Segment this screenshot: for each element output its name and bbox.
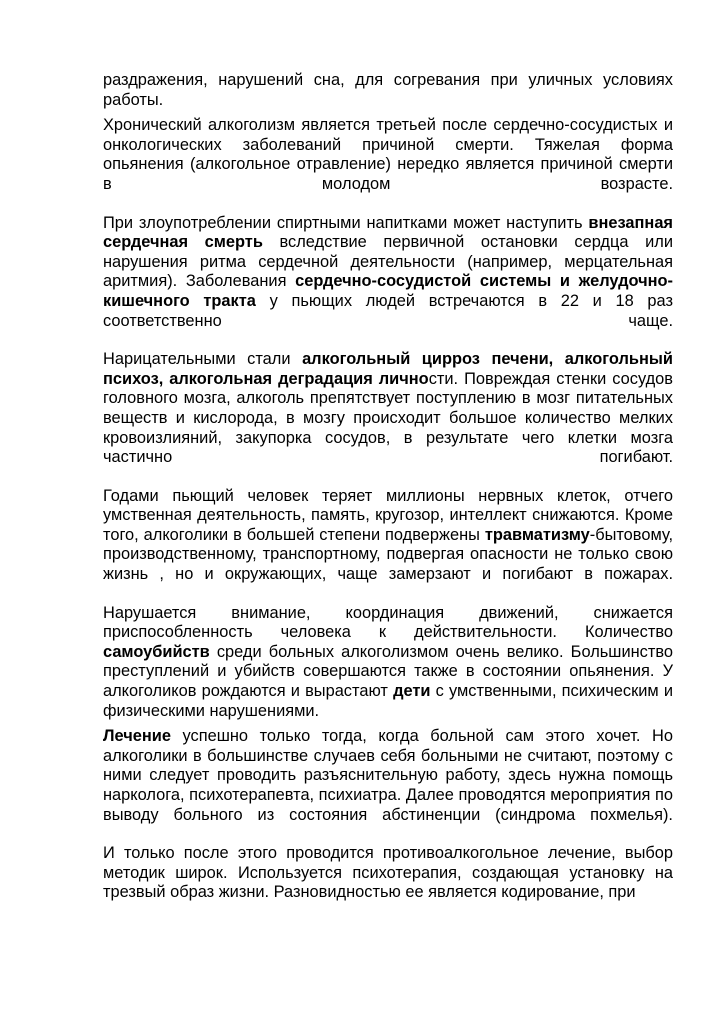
paragraph-spacer bbox=[103, 195, 673, 214]
text-run: вследствие первичной остановки сердца или нарушения ритма сердечной деятельности (например, мерцательная аритмия). Заболевания bbox=[103, 233, 673, 291]
text-run: Нарицательными стали bbox=[103, 350, 303, 369]
text-run: успешно только тогда, когда больной сам этого хочет. Но алкоголики в большинстве случаев себя больными не считают, поэтому с ними следует проводить разъяснительную работу, здесь нужна помощь нарколога, психотерапевта, психиатра. Далее проводятся мероприятия по выводу больного из состояния абстиненции (синдрома похмелья). bbox=[103, 727, 673, 824]
text-run: раздражения, нарушений сна, для согревания при уличных условиях работы. bbox=[103, 71, 673, 109]
paragraph bbox=[103, 727, 673, 825]
paragraph-spacer bbox=[103, 585, 673, 604]
paragraph bbox=[103, 844, 673, 903]
bold-text: сердечно-сосудистой системы и желудочно-кишечного тракта bbox=[103, 272, 673, 310]
bold-text: травматизму bbox=[484, 525, 590, 544]
text-run: с умственными, психическим и физическими нарушениями. bbox=[103, 682, 674, 720]
paragraph bbox=[103, 350, 673, 468]
text-run: -бытовому, производственному, транспортному, подвергая опасности не только свою жизнь , но и окружающих, чаще замерзают и погибают в пожарах. bbox=[103, 525, 673, 584]
paragraph-spacer bbox=[103, 825, 673, 844]
document-body bbox=[103, 71, 673, 903]
bold-text: внезапная сердечная смерть bbox=[103, 213, 673, 252]
text-run: Нарушается внимание, координация движений, снижается приспособленность человека к действительности. Количество bbox=[103, 603, 673, 642]
text-run: Хронический алкоголизм является третьей после сердечно-сосудистых и онкологических заболеваний причиной смерти. Тяжелая форма опьянения (алкогольное отравление) нередко является причиной смерти в молодом возрасте. bbox=[103, 116, 673, 193]
text-run: сти. Повреждая стенки сосудов головного мозга, алкоголь препятствует поступлению в мозг питательных веществ и кислорода, в мозгу происходит большое количество мелких кровоизлияний, закупорка сосудов, в результате чего клетки мозга частично погибают. bbox=[103, 369, 673, 467]
text-run: среди больных алкоголизмом очень велико. Большинство преступлений и убийств совершаются также в состоянии опьянения. У алкоголиков рождаются и вырастают bbox=[103, 642, 673, 701]
bold-text: алкогольный цирроз печени, алкогольный психоз, алкогольная деградация лично bbox=[103, 350, 673, 388]
paragraph bbox=[103, 71, 673, 110]
bold-text: самоубийств bbox=[103, 642, 210, 661]
paragraph bbox=[103, 604, 673, 722]
text-run: При злоупотреблении спиртными напитками может наступить bbox=[103, 213, 589, 232]
bold-text: дети bbox=[393, 682, 431, 701]
text-run: И только после этого проводится противоалкогольное лечение, выбор методик широк. Используется психотерапия, создающая установку на трезвый образ жизни. Разновидностью ее является кодирование, при bbox=[103, 844, 673, 902]
paragraph-spacer bbox=[103, 331, 673, 350]
text-run: Годами пьющий человек теряет миллионы нервных клеток, отчего умственная деятельность, память, кругозор, интеллект снижаются. Кроме того, алкоголики в большей степени подвержены bbox=[103, 486, 673, 544]
paragraph-spacer bbox=[103, 468, 673, 487]
bold-text: Лечение bbox=[103, 727, 171, 746]
paragraph bbox=[103, 214, 673, 332]
text-run: у пьющих людей встречаются в 22 и 18 раз соответственно чаще. bbox=[103, 291, 673, 330]
paragraph bbox=[103, 487, 673, 585]
paragraph bbox=[103, 116, 673, 194]
